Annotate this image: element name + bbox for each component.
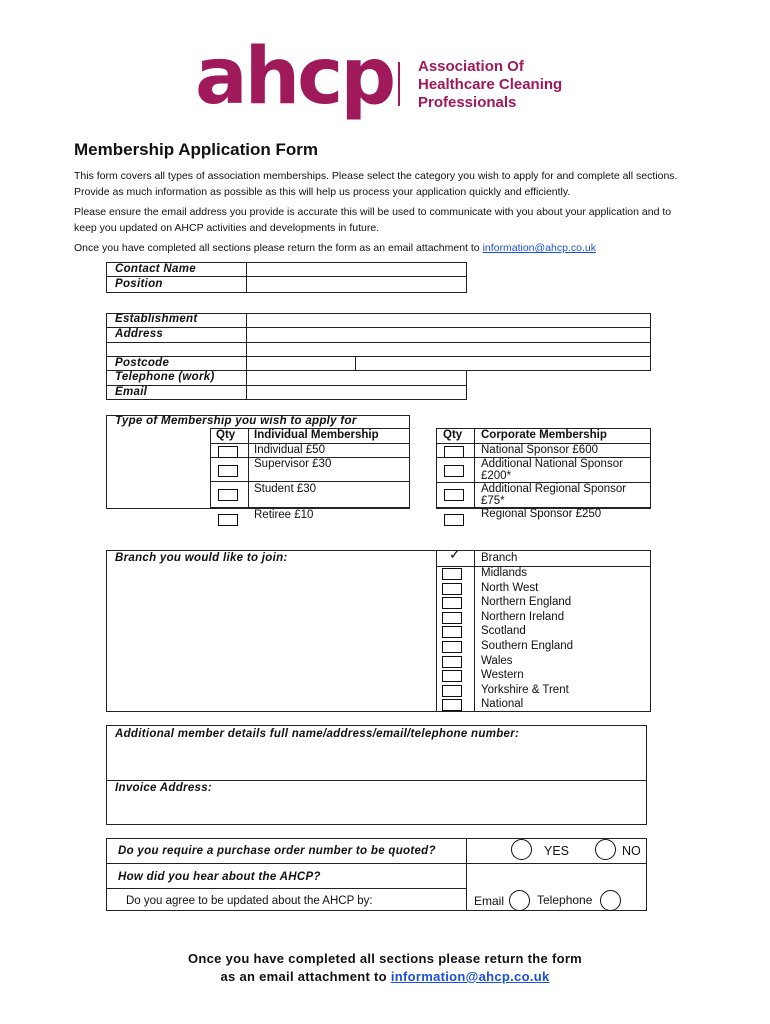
individual-row-divider-2 <box>210 481 410 482</box>
branch-option: Midlands <box>481 567 528 579</box>
branch-option: Wales <box>481 654 513 667</box>
membership-heading: Type of Membership you wish to apply for <box>115 415 357 427</box>
individual-qty-divider <box>248 428 249 509</box>
individual-option: Individual £50 <box>254 444 325 456</box>
individual-membership-header: Individual Membership <box>254 429 379 441</box>
additional-regional-sponsor-line-1: Additional Regional Sponsor <box>481 483 627 495</box>
footer-line-2 <box>0 969 770 984</box>
logo-org-name <box>418 58 562 112</box>
branch-checkbox[interactable] <box>442 568 462 580</box>
logo-line-3: Professionals <box>418 94 517 111</box>
intro-paragraph-2: Please ensure the email address you provide is accurate this will be used to communicate with you about your application and to keep you updated on AHCP activities and developments in future. <box>74 206 672 234</box>
address-label: Address <box>115 328 164 340</box>
branch-column-header: Branch <box>481 552 518 564</box>
invoice-address-label: Invoice Address: <box>115 782 213 794</box>
additional-national-sponsor-qty-checkbox[interactable] <box>444 465 464 477</box>
additional-regional-sponsor-qty-checkbox[interactable] <box>444 489 464 501</box>
phone-col-divider <box>246 370 247 400</box>
branch-table <box>106 550 651 712</box>
branch-checkbox[interactable] <box>442 699 462 711</box>
branch-right-divider <box>474 550 475 712</box>
branch-checkbox[interactable] <box>442 641 462 653</box>
yes-radio[interactable] <box>511 839 532 860</box>
branch-option: Yorkshire & Trent <box>481 683 569 696</box>
no-radio[interactable] <box>595 839 616 860</box>
email-option-label: Email <box>474 894 505 908</box>
po-question: Do you require a purchase order number to be quoted? <box>118 845 436 857</box>
individual-qty-checkbox[interactable] <box>218 446 238 458</box>
email-radio[interactable] <box>509 890 530 911</box>
yes-label: YES <box>544 844 570 858</box>
additional-regional-sponsor-option <box>481 483 626 507</box>
branch-checkbox[interactable] <box>442 656 462 668</box>
position-label: Position <box>115 278 163 290</box>
individual-row-divider-3 <box>210 507 410 508</box>
student-option: Student £30 <box>254 483 317 495</box>
contact-name-field[interactable] <box>248 263 465 276</box>
postcode-field[interactable] <box>248 357 354 370</box>
page-title: Membership Application Form <box>74 140 319 159</box>
no-label: NO <box>622 844 641 858</box>
email-field[interactable] <box>248 386 465 399</box>
additional-national-sponsor-line-1: Additional National Sponsor <box>481 458 623 470</box>
establishment-field[interactable] <box>248 314 648 326</box>
retiree-option: Retiree £10 <box>254 509 314 521</box>
checkmark-icon: ✓ <box>449 546 461 562</box>
est-col-divider <box>246 313 247 357</box>
branch-checkbox[interactable] <box>442 612 462 624</box>
membership-bottom-edge <box>106 508 210 509</box>
branch-checkbox[interactable] <box>442 626 462 638</box>
contact-col-divider <box>246 262 247 293</box>
individual-qty-header: Qty <box>216 429 236 441</box>
branch-checkbox[interactable] <box>442 685 462 697</box>
intro-p3-text: Once you have completed all sections please return the form as an email attachment to <box>74 242 483 254</box>
telephone-option-label: Telephone <box>537 893 593 907</box>
contact-name-label: Contact Name <box>115 263 196 275</box>
branch-checkbox[interactable] <box>442 670 462 682</box>
additional-national-sponsor-option <box>481 458 623 482</box>
supervisor-option: Supervisor £30 <box>254 458 332 470</box>
corporate-qty-header: Qty <box>443 429 463 441</box>
additional-national-sponsor-line-2: £200* <box>481 470 512 482</box>
address-field[interactable] <box>248 328 648 356</box>
national-sponsor-option: National Sponsor £600 <box>481 444 598 456</box>
branch-checkbox[interactable] <box>442 597 462 609</box>
telephone-label: Telephone (work) <box>115 371 215 383</box>
branch-header-divider <box>436 566 651 567</box>
footer-email-link[interactable]: information@ahcp.co.uk <box>390 969 550 984</box>
branch-option: Scotland <box>481 625 526 638</box>
questions-col-divider <box>466 838 467 911</box>
contact-row-divider <box>106 276 467 277</box>
branch-checkbox[interactable] <box>442 583 462 595</box>
membership-left-edge <box>106 428 107 509</box>
regional-sponsor-qty-checkbox[interactable] <box>444 514 464 526</box>
telephone-field[interactable] <box>248 371 465 384</box>
postcode-row <box>106 356 651 371</box>
intro-paragraph-3 <box>74 240 714 256</box>
national-sponsor-qty-checkbox[interactable] <box>444 446 464 458</box>
retiree-qty-checkbox[interactable] <box>218 514 238 526</box>
ahcp-logo-wordmark: ahcp <box>195 32 394 122</box>
branch-option: Southern England <box>481 640 574 652</box>
hear-answer-field[interactable] <box>468 864 645 887</box>
branch-label: Branch you would like to join: <box>115 552 288 564</box>
regional-sponsor-option: Regional Sponsor £250 <box>481 508 602 520</box>
questions-row-divider-2 <box>106 888 466 889</box>
postcode-col-divider-2 <box>355 356 356 371</box>
student-qty-checkbox[interactable] <box>218 489 238 501</box>
branch-left-divider <box>436 550 437 712</box>
telephone-radio[interactable] <box>600 890 621 911</box>
branch-option: National <box>481 698 524 711</box>
footer-line-1: Once you have completed all sections please return the form <box>187 951 583 966</box>
intro-email-link[interactable]: information@ahcp.co.uk <box>482 242 596 254</box>
branch-option: Western <box>481 669 524 682</box>
additional-regional-sponsor-line-2: £75* <box>481 495 505 507</box>
postcode-label: Postcode <box>115 357 170 369</box>
branch-option: Northern Ireland <box>481 610 565 623</box>
updated-question: Do you agree to be updated about the AHCP by: <box>126 895 373 907</box>
logo-line-2: Healthcare Cleaning <box>418 76 563 93</box>
footer-line-2-text: as an email attachment to <box>220 969 391 984</box>
logo-divider <box>398 62 400 106</box>
position-field[interactable] <box>248 278 465 291</box>
postcode-col-divider <box>246 356 247 371</box>
additional-details-label: Additional member details full name/address/email/telephone number: <box>115 728 520 740</box>
email-label: Email <box>115 386 148 398</box>
corporate-membership-header: Corporate Membership <box>481 429 607 441</box>
supervisor-qty-checkbox[interactable] <box>218 465 238 477</box>
corporate-qty-divider <box>474 428 475 509</box>
intro-paragraph-1: This form covers all types of association memberships. Please select the category you wish to apply for and complete all sections. Provide as much information as possible as this will help us process your application quickly and efficiently. <box>74 170 678 198</box>
logo-line-1: Association Of <box>418 58 524 75</box>
branch-option: Northern England <box>481 596 572 609</box>
establishment-label: Establishment <box>115 313 198 325</box>
branch-option: North West <box>481 581 539 594</box>
hear-question: How did you hear about the AHCP? <box>118 871 321 883</box>
